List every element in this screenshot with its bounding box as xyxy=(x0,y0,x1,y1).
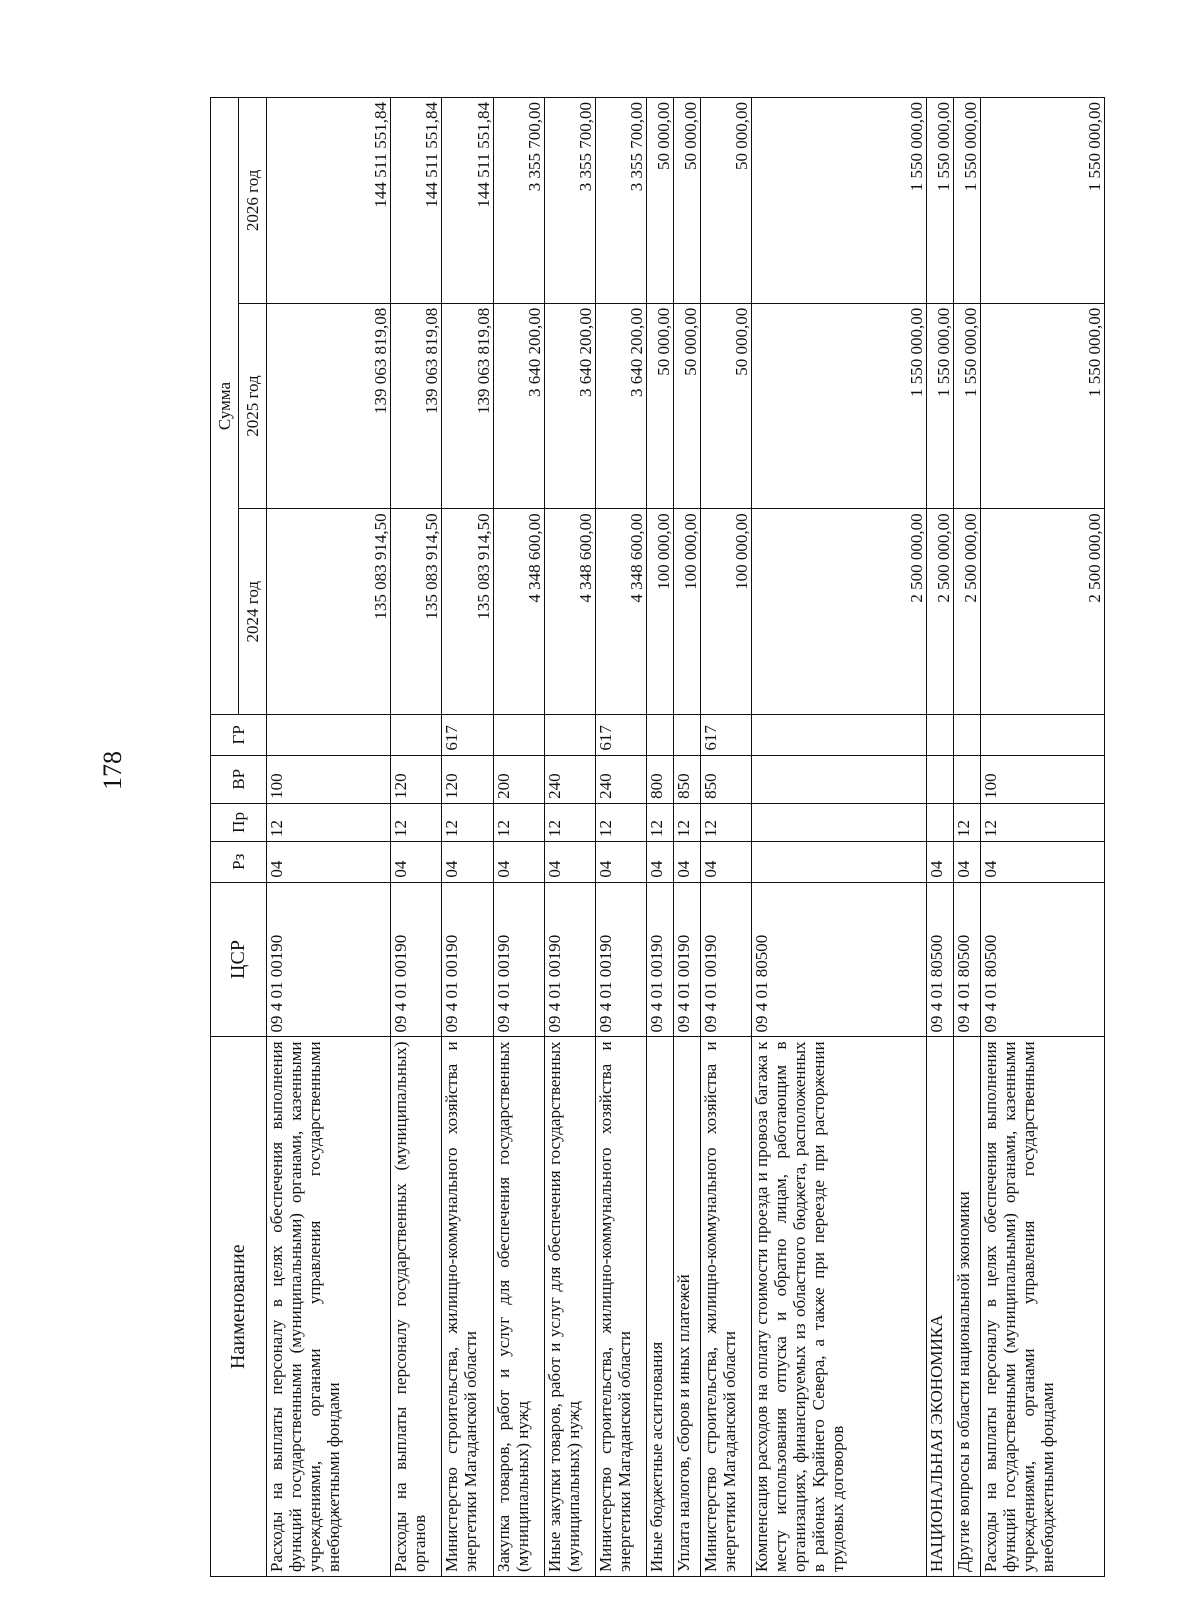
row-name: Расходы на выплаты персоналу в целях обеспечения выполнения функций государственными (муниципальными) органами, казенными учреждениями, органами управления государственными внебюджетными фондами xyxy=(267,1037,391,1577)
row-csr: 09 4 01 80500 xyxy=(980,882,1104,1037)
row-name: Расходы на выплаты персоналу государственных (муниципальных) органов xyxy=(390,1037,441,1577)
row-rz: 04 xyxy=(954,841,981,882)
row-pr: 12 xyxy=(267,803,391,841)
row-csr: 09 4 01 80500 xyxy=(752,882,927,1037)
row-2024: 100 000,00 xyxy=(700,509,751,715)
row-2025: 1 550 000,00 xyxy=(752,303,927,509)
row-csr: 09 4 01 00190 xyxy=(596,882,647,1037)
row-vr: 120 xyxy=(442,755,493,803)
row-vr: 850 xyxy=(700,755,751,803)
row-2024: 135 083 914,50 xyxy=(442,509,493,715)
row-rz: 04 xyxy=(390,841,441,882)
row-2026: 1 550 000,00 xyxy=(980,98,1104,304)
row-2024: 135 083 914,50 xyxy=(390,509,441,715)
row-name: Компенсация расходов на оплату стоимости проезда и провоза багажа к месту использования отпуска и обратно лицам, работающим в организациях, финансируемых из областного бюджета, расположенных в районах Крайнего Севера, а также при переезде при расторжении трудовых договоров xyxy=(752,1037,927,1577)
table-row xyxy=(544,98,595,1577)
row-2024: 135 083 914,50 xyxy=(267,509,391,715)
header-rz: Рз xyxy=(211,841,267,882)
row-rz: 04 xyxy=(980,841,1104,882)
row-2025: 1 550 000,00 xyxy=(954,303,981,509)
row-2025: 139 063 819,08 xyxy=(267,303,391,509)
rotated-table-wrapper xyxy=(210,97,1105,1577)
row-pr: 12 xyxy=(980,803,1104,841)
row-pr xyxy=(927,803,954,841)
table-row xyxy=(493,98,544,1577)
row-2026: 144 511 551,84 xyxy=(442,98,493,304)
row-pr xyxy=(752,803,927,841)
row-name: Министерство строительства, жилищно-коммунального хозяйства и энергетики Магаданской области xyxy=(596,1037,647,1577)
row-gr xyxy=(390,715,441,756)
row-2024: 2 500 000,00 xyxy=(752,509,927,715)
row-rz: 04 xyxy=(700,841,751,882)
row-2026: 3 355 700,00 xyxy=(596,98,647,304)
table-row xyxy=(927,98,954,1577)
row-name: Уплата налогов, сборов и иных платежей xyxy=(674,1037,701,1577)
row-vr: 240 xyxy=(544,755,595,803)
row-vr xyxy=(927,755,954,803)
row-rz xyxy=(752,841,927,882)
row-2024: 4 348 600,00 xyxy=(493,509,544,715)
table-row xyxy=(596,98,647,1577)
row-gr xyxy=(647,715,674,756)
table-row xyxy=(980,98,1104,1577)
row-pr: 12 xyxy=(493,803,544,841)
row-gr xyxy=(674,715,701,756)
row-pr: 12 xyxy=(390,803,441,841)
row-2026: 3 355 700,00 xyxy=(493,98,544,304)
row-2026: 1 550 000,00 xyxy=(752,98,927,304)
row-2025: 3 640 200,00 xyxy=(544,303,595,509)
row-csr: 09 4 01 00190 xyxy=(647,882,674,1037)
page-number: 178 xyxy=(98,751,127,790)
row-rz: 04 xyxy=(442,841,493,882)
row-pr: 12 xyxy=(700,803,751,841)
header-gr: ГР xyxy=(211,715,267,756)
row-gr: 617 xyxy=(700,715,751,756)
row-name: Иные бюджетные ассигнования xyxy=(647,1037,674,1577)
row-2026: 50 000,00 xyxy=(700,98,751,304)
header-sum: Сумма xyxy=(211,98,239,715)
row-2025: 50 000,00 xyxy=(674,303,701,509)
table-row xyxy=(267,98,391,1577)
row-gr xyxy=(752,715,927,756)
row-csr: 09 4 01 00190 xyxy=(544,882,595,1037)
row-2026: 3 355 700,00 xyxy=(544,98,595,304)
row-name: Министерство строительства, жилищно-коммунального хозяйства и энергетики Магаданской области xyxy=(700,1037,751,1577)
row-2025: 50 000,00 xyxy=(700,303,751,509)
row-csr: 09 4 01 80500 xyxy=(927,882,954,1037)
row-pr: 12 xyxy=(596,803,647,841)
row-2026: 144 511 551,84 xyxy=(267,98,391,304)
row-name: Закупка товаров, работ и услуг для обеспечения государственных (муниципальных) нужд xyxy=(493,1037,544,1577)
row-csr: 09 4 01 80500 xyxy=(954,882,981,1037)
header-vr: ВР xyxy=(211,755,267,803)
row-2025: 139 063 819,08 xyxy=(442,303,493,509)
row-2024: 2 500 000,00 xyxy=(980,509,1104,715)
row-gr xyxy=(980,715,1104,756)
header-2024: 2024 год xyxy=(239,509,267,715)
row-rz: 04 xyxy=(674,841,701,882)
header-row-1 xyxy=(211,98,239,1577)
row-vr: 850 xyxy=(674,755,701,803)
row-rz: 04 xyxy=(927,841,954,882)
header-pr: Пр xyxy=(211,803,267,841)
row-2025: 1 550 000,00 xyxy=(927,303,954,509)
row-2024: 100 000,00 xyxy=(647,509,674,715)
row-name: Другие вопросы в области национальной экономики xyxy=(954,1037,981,1577)
row-csr: 09 4 01 00190 xyxy=(390,882,441,1037)
row-vr xyxy=(752,755,927,803)
row-2024: 100 000,00 xyxy=(674,509,701,715)
row-pr: 12 xyxy=(647,803,674,841)
header-2025: 2025 год xyxy=(239,303,267,509)
row-name: НАЦИОНАЛЬНАЯ ЭКОНОМИКА xyxy=(927,1037,954,1577)
row-2025: 50 000,00 xyxy=(647,303,674,509)
row-vr: 240 xyxy=(596,755,647,803)
row-vr: 800 xyxy=(647,755,674,803)
row-name: Министерство строительства, жилищно-коммунального хозяйства и энергетики Магаданской области xyxy=(442,1037,493,1577)
row-2026: 1 550 000,00 xyxy=(927,98,954,304)
row-2024: 2 500 000,00 xyxy=(954,509,981,715)
row-vr: 100 xyxy=(267,755,391,803)
row-rz: 04 xyxy=(267,841,391,882)
row-rz: 04 xyxy=(493,841,544,882)
row-gr xyxy=(544,715,595,756)
table-row xyxy=(752,98,927,1577)
table-row xyxy=(954,98,981,1577)
row-csr: 09 4 01 00190 xyxy=(267,882,391,1037)
row-csr: 09 4 01 00190 xyxy=(493,882,544,1037)
row-rz: 04 xyxy=(544,841,595,882)
row-2024: 4 348 600,00 xyxy=(596,509,647,715)
row-csr: 09 4 01 00190 xyxy=(442,882,493,1037)
row-gr: 617 xyxy=(442,715,493,756)
row-gr xyxy=(493,715,544,756)
row-2025: 3 640 200,00 xyxy=(493,303,544,509)
row-csr: 09 4 01 00190 xyxy=(700,882,751,1037)
row-2026: 144 511 551,84 xyxy=(390,98,441,304)
row-2026: 50 000,00 xyxy=(647,98,674,304)
row-gr xyxy=(267,715,391,756)
row-rz: 04 xyxy=(647,841,674,882)
row-2025: 1 550 000,00 xyxy=(980,303,1104,509)
row-2024: 2 500 000,00 xyxy=(927,509,954,715)
row-rz: 04 xyxy=(596,841,647,882)
row-gr xyxy=(954,715,981,756)
table-row xyxy=(647,98,674,1577)
row-pr: 12 xyxy=(544,803,595,841)
row-gr: 617 xyxy=(596,715,647,756)
row-vr: 120 xyxy=(390,755,441,803)
row-name: Расходы на выплаты персоналу в целях обеспечения выполнения функций государственными (муниципальными) органами, казенными учреждениями, органами управления государственными внебюджетными фондами xyxy=(980,1037,1104,1577)
header-2026: 2026 год xyxy=(239,98,267,304)
row-vr: 100 xyxy=(980,755,1104,803)
row-2025: 139 063 819,08 xyxy=(390,303,441,509)
table-row xyxy=(674,98,701,1577)
budget-table xyxy=(210,97,1105,1577)
row-pr: 12 xyxy=(954,803,981,841)
row-pr: 12 xyxy=(442,803,493,841)
row-vr xyxy=(954,755,981,803)
row-2026: 50 000,00 xyxy=(674,98,701,304)
header-csr: ЦСР xyxy=(211,882,267,1037)
row-2026: 1 550 000,00 xyxy=(954,98,981,304)
header-name: Наименование xyxy=(211,1037,267,1577)
row-pr: 12 xyxy=(674,803,701,841)
row-2025: 3 640 200,00 xyxy=(596,303,647,509)
table-row xyxy=(700,98,751,1577)
row-name: Иные закупки товаров, работ и услуг для обеспечения государственных (муниципальных) нужд xyxy=(544,1037,595,1577)
table-row xyxy=(442,98,493,1577)
row-2024: 4 348 600,00 xyxy=(544,509,595,715)
row-vr: 200 xyxy=(493,755,544,803)
row-csr: 09 4 01 00190 xyxy=(674,882,701,1037)
table-row xyxy=(390,98,441,1577)
row-gr xyxy=(927,715,954,756)
